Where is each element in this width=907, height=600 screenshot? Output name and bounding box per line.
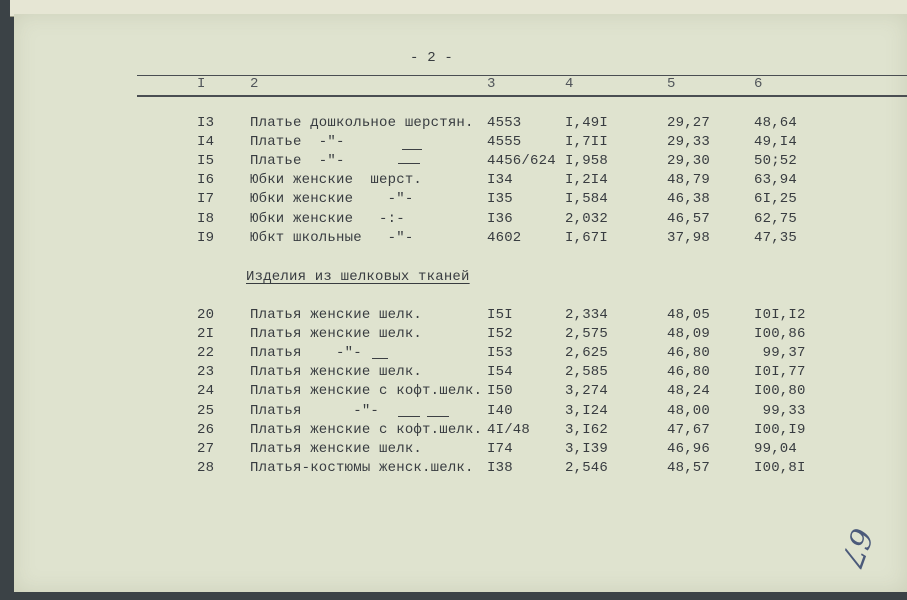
- table-row: [0, 364, 907, 383]
- handwritten-folio-number: 67: [832, 523, 879, 572]
- table-cell-col-5: 46,80: [667, 364, 711, 381]
- table-cell-col-5: 29,30: [667, 153, 711, 170]
- table-cell-col-1: 27: [197, 440, 215, 457]
- table-cell-col-3: 4602: [487, 229, 522, 246]
- table-cell-col-2: Платья женские шелк.: [250, 307, 423, 323]
- table-cell-col-2: Платья -"-: [250, 402, 380, 419]
- ditto-mark: [398, 416, 420, 417]
- table-cell-col-1: 23: [197, 364, 215, 381]
- table-cell-col-2: Юбкт школьные -"-: [250, 229, 414, 246]
- table-cell-col-6: I00,8I: [754, 459, 806, 476]
- table-cell-col-3: I36: [487, 210, 513, 227]
- table-header-rule: [137, 95, 907, 97]
- table-cell-col-4: 2,575: [565, 326, 609, 343]
- table-cell-col-2: Платье -"-: [250, 134, 345, 151]
- table-cell-col-3: I5I: [487, 307, 513, 323]
- table-cell-col-3: I38: [487, 459, 513, 476]
- table-cell-col-2: Платья -"-: [250, 345, 362, 362]
- table-cell-col-5: 46,80: [667, 345, 711, 362]
- table-cell-col-3: I54: [487, 364, 513, 381]
- table-row: [0, 383, 907, 402]
- column-header-2: 2: [250, 76, 259, 92]
- table-cell-col-6: 63,94: [754, 172, 798, 189]
- table-cell-col-4: 2,546: [565, 459, 609, 476]
- table-cell-col-6: 48,64: [754, 115, 798, 131]
- table-cell-col-4: 2,032: [565, 210, 609, 227]
- table-row: [0, 153, 907, 172]
- table-cell-col-6: I00,I9: [754, 421, 806, 438]
- table-cell-col-3: 4456/624: [487, 153, 556, 170]
- table-cell-col-1: I4: [197, 134, 215, 151]
- table-cell-col-6: 49,I4: [754, 134, 798, 151]
- table-cell-col-6: 6I,25: [754, 191, 798, 208]
- table-cell-col-4: I,7II: [565, 134, 609, 151]
- column-header-1: I: [197, 76, 206, 92]
- table-cell-col-4: I,584: [565, 191, 609, 208]
- table-row: [0, 326, 907, 345]
- table-cell-col-3: I40: [487, 402, 513, 419]
- table-cell-col-3: 4553: [487, 115, 522, 131]
- table-cell-col-4: 3,I24: [565, 402, 609, 419]
- table-cell-col-2: Юбки женские -:-: [250, 210, 405, 227]
- table-cell-col-2: Платья-костюмы женск.шелк.: [250, 459, 474, 476]
- table-cell-col-5: 47,67: [667, 421, 711, 438]
- table-cell-col-1: 22: [197, 345, 215, 362]
- table-cell-col-1: I3: [197, 115, 215, 131]
- table-cell-col-4: 2,585: [565, 364, 609, 381]
- table-cell-col-2: Юбки женские -"-: [250, 191, 414, 208]
- ditto-mark: [372, 358, 388, 359]
- table-cell-col-5: 29,33: [667, 134, 711, 151]
- table-cell-col-2: Платья женские шелк.: [250, 440, 423, 457]
- table-cell-col-3: I35: [487, 191, 513, 208]
- table-cell-col-6: I00,80: [754, 383, 806, 400]
- table-cell-col-5: 48,79: [667, 172, 711, 189]
- ditto-mark: [402, 149, 422, 150]
- table-header-row: [0, 76, 907, 95]
- table-row: [0, 191, 907, 210]
- table-cell-col-4: I,67I: [565, 229, 609, 246]
- table-cell-col-1: I9: [197, 229, 215, 246]
- table-cell-col-6: I0I,77: [754, 364, 806, 381]
- table-cell-col-1: I7: [197, 191, 215, 208]
- table-cell-col-4: 2,334: [565, 307, 609, 323]
- table-row: [0, 211, 907, 230]
- ditto-mark: [427, 416, 449, 417]
- table-cell-col-6: 99,33: [754, 402, 806, 419]
- table-cell-col-3: 4555: [487, 134, 522, 151]
- table-row: [0, 460, 907, 479]
- table-cell-col-5: 46,57: [667, 210, 711, 227]
- table-cell-col-6: I0I,I2: [754, 307, 806, 323]
- table-cell-col-1: I6: [197, 172, 215, 189]
- table-cell-col-1: 28: [197, 459, 215, 476]
- table-cell-col-6: 47,35: [754, 229, 798, 246]
- table-cell-col-2: Платья женские с кофт.шелк.: [250, 421, 483, 438]
- table-cell-col-2: Платья женские шелк.: [250, 326, 423, 343]
- table-cell-col-5: 48,09: [667, 326, 711, 343]
- table-cell-col-3: I74: [487, 440, 513, 457]
- table-cell-col-1: 2I: [197, 326, 215, 343]
- table-cell-col-4: 3,I39: [565, 440, 609, 457]
- table-cell-col-2: Юбки женские шерст.: [250, 172, 423, 189]
- table-cell-col-6: 50;52: [754, 153, 798, 170]
- table-cell-col-3: I52: [487, 326, 513, 343]
- table-cell-col-1: 24: [197, 383, 215, 400]
- table-row: [0, 230, 907, 249]
- table-row: [0, 307, 907, 326]
- table-cell-col-4: 2,625: [565, 345, 609, 362]
- table-cell-col-5: 48,24: [667, 383, 711, 400]
- table-cell-col-4: I,958: [565, 153, 609, 170]
- table-cell-col-6: 62,75: [754, 210, 798, 227]
- column-header-4: 4: [565, 76, 574, 92]
- table-cell-col-6: 99,37: [754, 345, 806, 362]
- table-row: [0, 172, 907, 191]
- table-cell-col-5: 48,57: [667, 459, 711, 476]
- table-cell-col-2: Платья женские шелк.: [250, 364, 423, 381]
- table-cell-col-1: 25: [197, 402, 215, 419]
- paper-sheet: [14, 14, 907, 592]
- table-cell-col-4: I,49I: [565, 115, 609, 131]
- ditto-mark: [398, 163, 420, 164]
- table-cell-col-3: I50: [487, 383, 513, 400]
- table-cell-col-4: I,2I4: [565, 172, 609, 189]
- table-row: [0, 422, 907, 441]
- table-row: [0, 441, 907, 460]
- table-cell-col-3: 4I/48: [487, 421, 531, 438]
- table-cell-col-2: Платья женские с кофт.шелк.: [250, 383, 483, 400]
- table-cell-col-3: I34: [487, 172, 513, 189]
- section-title: Изделия из шелковых тканей: [246, 269, 470, 285]
- column-header-5: 5: [667, 76, 676, 92]
- table-cell-col-2: Платье -"-: [250, 153, 345, 170]
- table-cell-col-5: 46,38: [667, 191, 711, 208]
- table-cell-col-5: 37,98: [667, 229, 711, 246]
- column-header-3: 3: [487, 76, 496, 92]
- table-cell-col-1: 26: [197, 421, 215, 438]
- table-cell-col-5: 29,27: [667, 115, 711, 131]
- table-cell-col-4: 3,274: [565, 383, 609, 400]
- table-cell-col-1: I8: [197, 210, 215, 227]
- table-cell-col-5: 46,96: [667, 440, 711, 457]
- table-cell-col-5: 48,00: [667, 402, 711, 419]
- table-cell-col-2: Платье дошкольное шерстян.: [250, 115, 474, 131]
- table-cell-col-6: I00,86: [754, 326, 806, 343]
- table-cell-col-6: 99,04: [754, 440, 798, 457]
- table-row: [0, 134, 907, 153]
- table-cell-col-5: 48,05: [667, 307, 711, 323]
- page-number: - 2 -: [410, 50, 454, 66]
- table-row: [0, 403, 907, 422]
- table-cell-col-1: 20: [197, 307, 215, 323]
- table-cell-col-3: I53: [487, 345, 513, 362]
- table-cell-col-1: I5: [197, 153, 215, 170]
- table-row: [0, 115, 907, 134]
- column-header-6: 6: [754, 76, 763, 92]
- table-row: [0, 345, 907, 364]
- table-cell-col-4: 3,I62: [565, 421, 609, 438]
